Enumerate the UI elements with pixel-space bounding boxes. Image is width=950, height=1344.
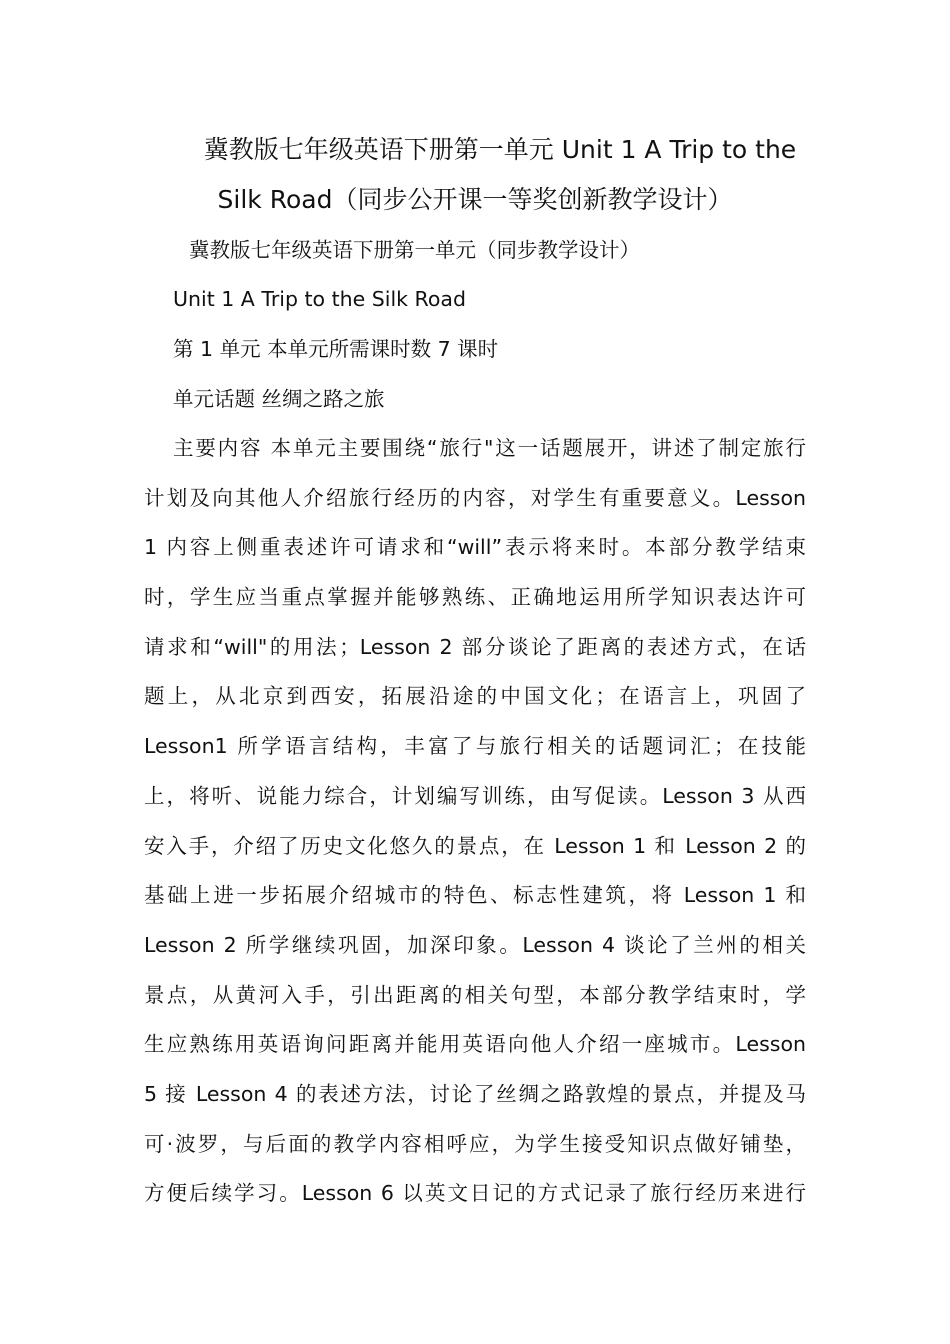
paragraph-line: 方便后续学习。Lesson 6 以英文日记的方式记录了旅行经历来进行	[144, 1181, 806, 1206]
document-title-line-2: Silk Road（同步公开课一等奖创新教学设计）	[217, 185, 733, 214]
document-title-line-1: 冀教版七年级英语下册第一单元 Unit 1 A Trip to the	[203, 135, 797, 164]
paragraph-line: 生应熟练用英语询问距离并能用英语向他人介绍一座城市。Lesson	[144, 1032, 806, 1057]
paragraph-line: Lesson1 所学语言结构，丰富了与旅行相关的话题词汇；在技能	[144, 734, 806, 759]
paragraph-line: 5 接 Lesson 4 的表述方法，讨论了丝绸之路敦煌的景点，并提及马	[144, 1081, 806, 1106]
paragraph-line: 可·波罗，与后面的教学内容相呼应，为学生接受知识点做好铺垫，	[144, 1131, 806, 1156]
main-content-paragraph	[144, 434, 806, 1229]
unit-hours: 第 1 单元 本单元所需课时数 7 课时	[173, 337, 499, 361]
paragraph-line: 计划及向其他人介绍旅行经历的内容，对学生有重要意义。Lesson	[144, 485, 806, 510]
paragraph-line: 景点，从黄河入手，引出距离的相关句型，本部分教学结束时，学	[144, 982, 806, 1007]
paragraph-line: Lesson 2 所学继续巩固，加深印象。Lesson 4 谈论了兰州的相关	[144, 932, 806, 957]
paragraph-line: 上，将听、说能力综合，计划编写训练，由写促读。Lesson 3 从西	[144, 783, 806, 808]
paragraph-line: 基础上进一步拓展介绍城市的特色、标志性建筑，将 Lesson 1 和	[144, 883, 806, 908]
paragraph-line: 时，学生应当重点掌握并能够熟练、正确地运用所学知识表达许可	[144, 585, 806, 610]
paragraph-line: 请求和“will"的用法；Lesson 2 部分谈论了距离的表述方式，在话	[144, 634, 806, 659]
unit-topic: 单元话题 丝绸之路之旅	[173, 387, 385, 411]
paragraph-line: 主要内容 本单元主要围绕“旅行"这一话题展开，讲述了制定旅行	[173, 436, 806, 460]
document-subtitle: 冀教版七年级英语下册第一单元（同步教学设计）	[189, 238, 640, 262]
paragraph-line: 安入手，介绍了历史文化悠久的景点，在 Lesson 1 和 Lesson 2 的	[144, 833, 806, 858]
unit-title: Unit 1 A Trip to the Silk Road	[173, 287, 466, 311]
paragraph-line: 1 内容上侧重表述许可请求和“will”表示将来时。本部分教学结束	[144, 535, 806, 560]
paragraph-line: 题上，从北京到西安，拓展沿途的中国文化；在语言上，巩固了	[144, 684, 806, 709]
